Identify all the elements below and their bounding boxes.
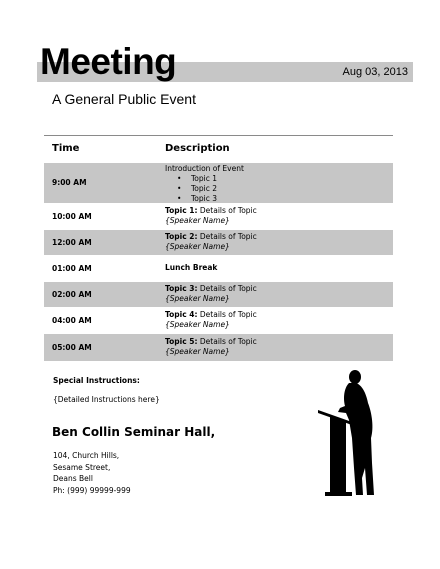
schedule-table (44, 135, 393, 361)
row-time: 12:00 AM (52, 237, 92, 247)
row-time: 02:00 AM (52, 289, 92, 299)
venue-address (53, 450, 131, 496)
address-line: Deans Bell (53, 474, 93, 483)
speaker-name: {Speaker Name} (165, 320, 230, 329)
address-line: 104, Church Hills, (53, 451, 120, 460)
topic-details: Details of Topic (199, 206, 257, 215)
topic-details: Details of Topic (199, 232, 257, 241)
page-title: Meeting (40, 41, 177, 82)
row-description (165, 337, 257, 357)
speaker-at-podium-icon (316, 368, 396, 498)
table-row (44, 203, 393, 229)
address-line: Sesame Street, (53, 462, 111, 472)
intro-text: Introduction of Event (165, 164, 244, 173)
topic-label: Topic 2: (165, 232, 198, 241)
special-instructions-label: Special Instructions: (53, 376, 140, 385)
table-row (44, 281, 393, 307)
row-description (165, 310, 257, 330)
row-time: 05:00 AM (52, 342, 92, 352)
table-row (44, 255, 393, 281)
header-time: Time (52, 143, 80, 154)
topic-label: Topic 5: (165, 337, 198, 346)
speaker-name: {Speaker Name} (165, 216, 230, 225)
topic-label: Topic 4: (165, 310, 198, 319)
topic-label: Topic 1: (165, 206, 198, 215)
topic-details: Details of Topic (199, 284, 257, 293)
row-time: 01:00 AM (52, 263, 92, 273)
row-description (165, 232, 257, 252)
row-time: 9:00 AM (52, 178, 87, 187)
speaker-name: {Speaker Name} (165, 347, 230, 356)
topic-details: Details of Topic (199, 310, 257, 319)
table-header (44, 136, 393, 162)
table-row (44, 162, 393, 203)
row-time: 04:00 AM (52, 315, 92, 325)
header-description: Description (165, 143, 230, 154)
topic-list (165, 174, 244, 204)
table-row (44, 307, 393, 333)
lunch-break-label: Lunch Break (165, 263, 218, 272)
special-instructions-text: {Detailed Instructions here} (53, 395, 160, 404)
topic-details: Details of Topic (199, 337, 257, 346)
topic-label: Topic 3: (165, 284, 198, 293)
table-row (44, 333, 393, 361)
phone-line: Ph: (999) 99999-999 (53, 485, 131, 495)
row-description (165, 206, 257, 226)
list-item: • Topic 1 (165, 174, 244, 184)
list-item: • Topic 2 (165, 184, 244, 194)
speaker-name: {Speaker Name} (165, 294, 230, 303)
event-date: Aug 03, 2013 (342, 66, 408, 78)
event-subtitle: A General Public Event (52, 91, 196, 107)
row-description (165, 164, 244, 204)
venue-name: Ben Collin Seminar Hall, (52, 425, 216, 439)
list-item: • Topic 3 (165, 194, 244, 204)
row-time: 10:00 AM (52, 211, 92, 221)
table-row (44, 229, 393, 255)
speaker-name: {Speaker Name} (165, 242, 230, 251)
row-description (165, 284, 257, 304)
